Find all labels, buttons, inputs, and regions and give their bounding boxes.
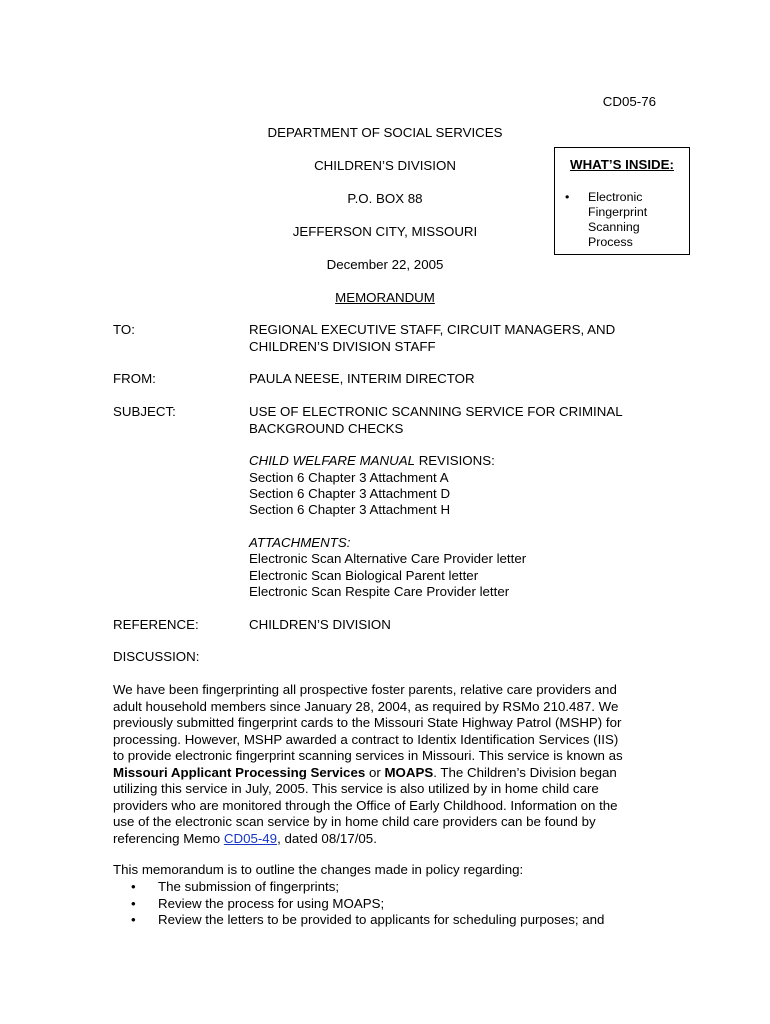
paragraph-line: adult household members since January 28, 2004, as required by RSMo 210.487. We (113, 698, 619, 714)
document-number: CD05-76 (602, 94, 656, 109)
list-item-text: The submission of fingerprints; (158, 879, 340, 894)
revision-item: Section 6 Chapter 3 Attachment H (249, 502, 451, 517)
reference-label: REFERENCE: (113, 617, 199, 632)
text-fragment: referencing Memo (113, 830, 224, 846)
revisions-heading (249, 453, 669, 470)
revision-item: Section 6 Chapter 3 Attachment A (249, 470, 449, 485)
memo-title: MEMORANDUM (335, 290, 435, 305)
to-value-line1: REGIONAL EXECUTIVE STAFF, CIRCUIT MANAGERS, AND (249, 322, 616, 337)
text-fragment: or (365, 764, 385, 780)
list-item (113, 896, 673, 913)
subject-line1: USE OF ELECTRONIC SCANNING SERVICE FOR CRIMINAL (249, 404, 623, 419)
paragraph-line: to provide electronic fingerprint scanning services in Missouri. This service is known as (113, 748, 623, 763)
attachment-item: Electronic Scan Biological Parent letter (249, 568, 479, 583)
program-name: Missouri Applicant Processing Services (113, 764, 366, 780)
text-fragment: . The Children’s Division began (433, 764, 617, 780)
paragraph-line: providers who are monitored through the Office of Early Childhood. Information on the (113, 797, 618, 813)
policy-bullet-list (113, 879, 673, 929)
paragraph-line: utilizing this service in July, 2005. This service is also utilized by in home child care (113, 781, 599, 796)
paragraph-line (113, 765, 653, 782)
bullet-icon: • (131, 912, 136, 927)
to-value-line2: CHILDREN’S DIVISION STAFF (249, 339, 436, 354)
whats-inside-box (554, 147, 690, 255)
paragraph-line (113, 831, 653, 848)
bullet-icon: • (565, 190, 570, 204)
attachment-item: Electronic Scan Respite Care Provider letter (249, 584, 510, 599)
revisions-label: REVISIONS: (415, 453, 495, 468)
paragraph-line: processing. However, MSHP awarded a contract to Identix Identification Services (IIS) (113, 731, 619, 747)
department-name: DEPARTMENT OF SOCIAL SERVICES (267, 125, 503, 140)
discussion-label: DISCUSSION: (113, 649, 200, 664)
reference-value: CHILDREN’S DIVISION (249, 617, 391, 632)
division-name: CHILDREN’S DIVISION (314, 158, 456, 173)
manual-name: CHILD WELFARE MANUAL (249, 453, 415, 468)
paragraph-line: previously submitted fingerprint cards to the Missouri State Highway Patrol (MSHP) for (113, 715, 622, 730)
whats-inside-item-text: Electronic Fingerprint Scanning Process (588, 190, 648, 249)
list-item (113, 912, 673, 929)
revision-item: Section 6 Chapter 3 Attachment D (249, 486, 451, 501)
memo-date: December 22, 2005 (326, 257, 444, 272)
program-acronym: MOAPS (384, 764, 434, 780)
list-item-text: Review the process for using MOAPS; (158, 895, 385, 911)
policy-intro: This memorandum is to outline the changes made in policy regarding: (113, 862, 524, 877)
whats-inside-title: WHAT’S INSIDE: (570, 157, 674, 172)
discussion-paragraph (113, 682, 653, 847)
bullet-icon: • (131, 895, 136, 911)
memo-link[interactable]: CD05-49 (223, 830, 278, 846)
subject-label: SUBJECT: (113, 404, 176, 419)
from-value: PAULA NEESE, INTERIM DIRECTOR (249, 371, 475, 386)
po-box: P.O. BOX 88 (347, 191, 423, 206)
from-label: FROM: (113, 371, 156, 386)
bullet-icon: • (131, 879, 136, 894)
city: JEFFERSON CITY, MISSOURI (292, 224, 478, 239)
attachments-label: ATTACHMENTS: (249, 535, 351, 550)
subject-line2: BACKGROUND CHECKS (249, 421, 404, 436)
list-item (113, 879, 673, 896)
to-label: TO: (113, 322, 135, 337)
paragraph-line: use of the electronic scan service by in home child care providers can be found by (113, 814, 596, 829)
text-fragment: , dated 08/17/05. (277, 830, 377, 846)
list-item-text: Review the letters to be provided to applicants for scheduling purposes; and (158, 912, 605, 927)
attachment-item: Electronic Scan Alternative Care Provider letter (249, 551, 527, 566)
paragraph-line: We have been fingerprinting all prospective foster parents, relative care providers and (113, 682, 617, 697)
